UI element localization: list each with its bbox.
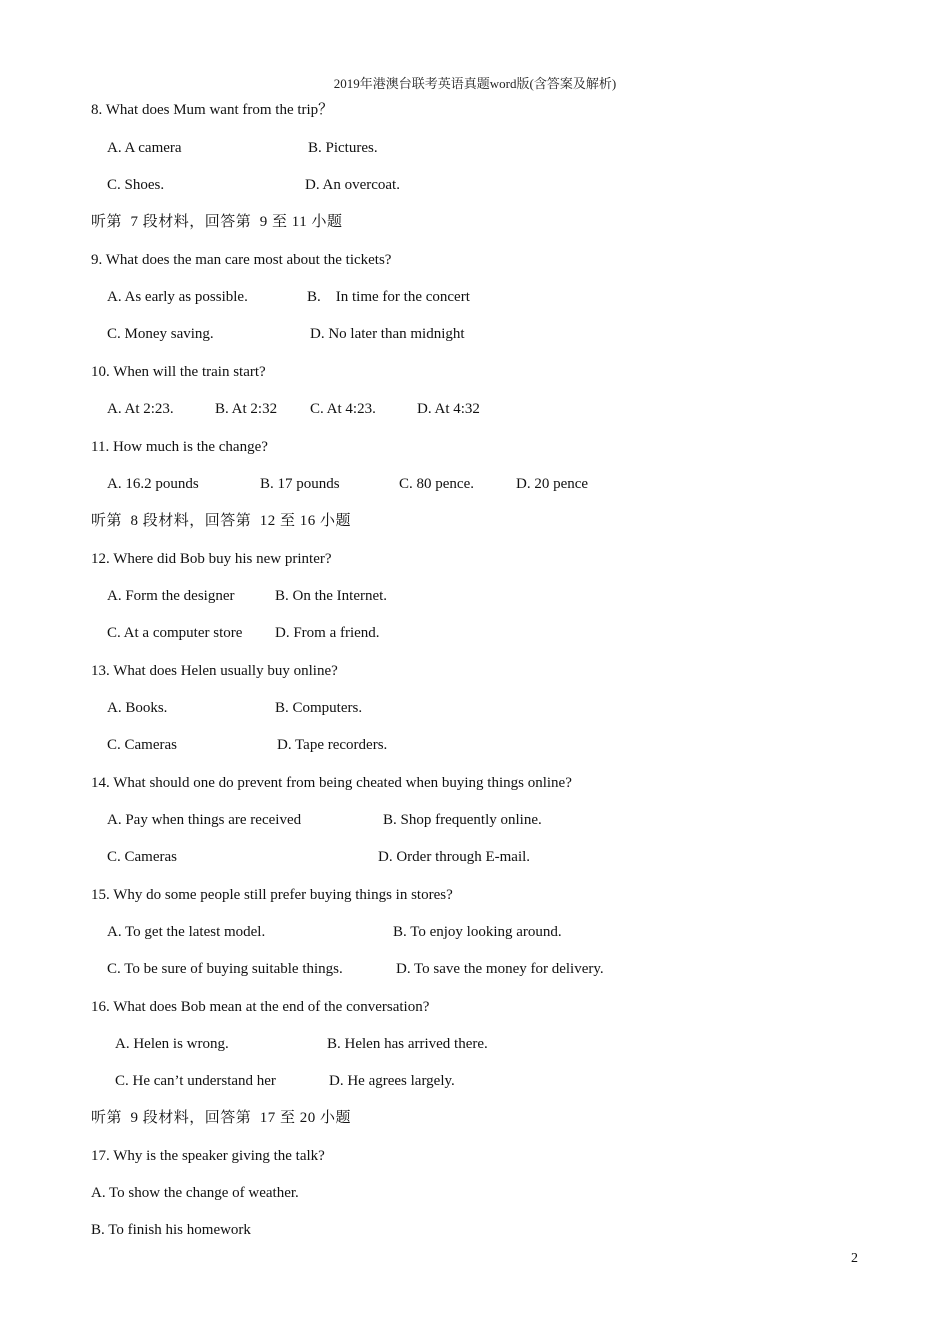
question-14: 14. What should one do prevent from being cheated when buying things online?	[91, 775, 572, 791]
q16-option-a: A. Helen is wrong.	[115, 1036, 229, 1052]
q12-option-a: A. Form the designer	[107, 588, 235, 604]
q17-option-b: B. To finish his homework	[91, 1222, 251, 1238]
q8-option-a: A. A camera	[107, 140, 182, 156]
question-13: 13. What does Helen usually buy online?	[91, 663, 338, 679]
q14-option-c: C. Cameras	[107, 849, 177, 865]
q9-option-d: D. No later than midnight	[310, 326, 465, 342]
question-15: 15. Why do some people still prefer buying things in stores?	[91, 887, 453, 903]
q10-option-b: B. At 2:32	[215, 401, 278, 417]
question-9: 9. What does the man care most about the tickets?	[91, 252, 392, 268]
question-10: 10. When will the train start?	[91, 364, 266, 380]
q13-option-b: B. Computers.	[275, 700, 363, 716]
section-8-instruction: 听第 8 段材料，回答第 12 至 16 小题	[91, 513, 352, 529]
q13-option-d: D. Tape recorders.	[277, 737, 388, 753]
q11-option-b: B. 17 pounds	[260, 476, 340, 492]
q9-option-b: B. In time for the concert	[307, 289, 470, 305]
question-16: 16. What does Bob mean at the end of the conversation?	[91, 999, 430, 1015]
q11-option-a: A. 16.2 pounds	[107, 476, 199, 492]
question-11: 11. How much is the change?	[91, 439, 268, 455]
q13-option-a: A. Books.	[107, 700, 168, 716]
q10-option-d: D. At 4:32	[417, 401, 480, 417]
q14-option-a: A. Pay when things are received	[107, 812, 302, 828]
q15-option-b: B. To enjoy looking around.	[393, 924, 562, 940]
question-8: 8. What does Mum want from the trip？	[91, 102, 334, 118]
page-number: 2	[851, 1251, 858, 1266]
section-9-instruction: 听第 9 段材料，回答第 17 至 20 小题	[91, 1110, 352, 1126]
q8-option-c: C. Shoes.	[107, 177, 165, 193]
q11-option-d: D. 20 pence	[516, 476, 589, 492]
section-7-instruction: 听第 7 段材料，回答第 9 至 11 小题	[91, 214, 343, 230]
q9-option-a: A. As early as possible.	[107, 289, 248, 305]
question-17: 17. Why is the speaker giving the talk?	[91, 1148, 325, 1164]
q14-option-b: B. Shop frequently online.	[383, 812, 542, 828]
q15-option-c: C. To be sure of buying suitable things.	[107, 961, 343, 977]
q14-option-d: D. Order through E-mail.	[378, 849, 531, 865]
q17-option-a: A. To show the change of weather.	[91, 1185, 299, 1201]
q9-option-c: C. Money saving.	[107, 326, 214, 342]
q10-option-c: C. At 4:23.	[310, 401, 376, 417]
q12-option-c: C. At a computer store	[107, 625, 243, 641]
q16-option-c: C. He can’t understand her	[115, 1073, 276, 1089]
q11-option-c: C. 80 pence.	[399, 476, 474, 492]
q8-option-d: D. An overcoat.	[305, 177, 400, 193]
q8-option-b: B. Pictures.	[308, 140, 378, 156]
q16-option-b: B. Helen has arrived there.	[327, 1036, 488, 1052]
page-header: 2019年港澳台联考英语真题word版(含答案及解析)	[333, 76, 617, 91]
q15-option-d: D. To save the money for delivery.	[396, 961, 604, 977]
question-12: 12. Where did Bob buy his new printer?	[91, 551, 332, 567]
q12-option-b: B. On the Internet.	[275, 588, 388, 604]
q12-option-d: D. From a friend.	[275, 625, 380, 641]
q13-option-c: C. Cameras	[107, 737, 177, 753]
q16-option-d: D. He agrees largely.	[329, 1073, 455, 1089]
q15-option-a: A. To get the latest model.	[107, 924, 266, 940]
q10-option-a: A. At 2:23.	[107, 401, 174, 417]
